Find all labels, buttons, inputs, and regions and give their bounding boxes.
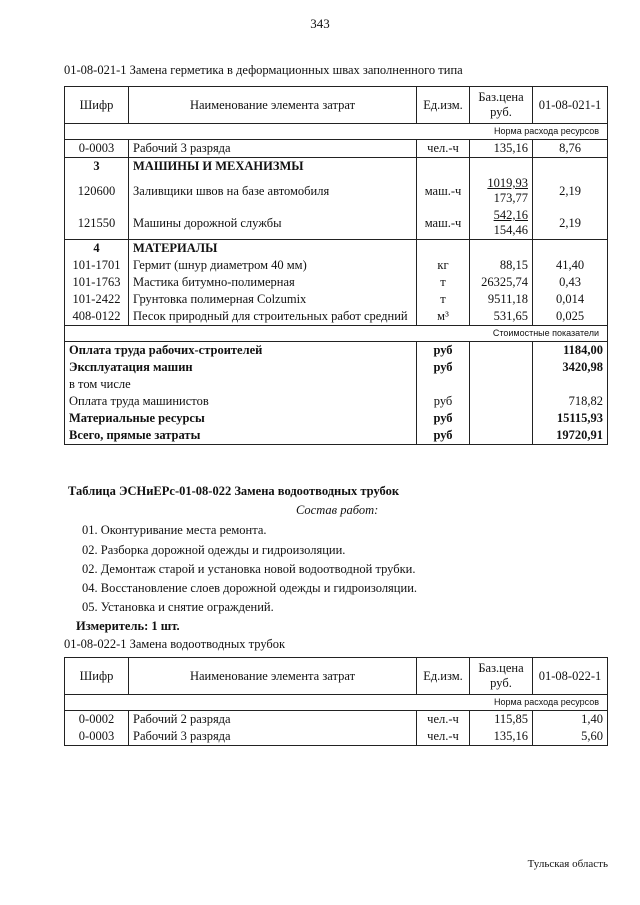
cost-value: 3420,98 (533, 359, 608, 376)
cost-value: 1184,00 (533, 342, 608, 360)
cost-row (65, 393, 608, 410)
measure-unit: Измеритель: 1 шт. (76, 619, 180, 633)
row-value: 2,19 (533, 175, 608, 207)
row-unit: кг (417, 257, 470, 274)
row-code: 0-0003 (65, 728, 129, 746)
row-value: 2,19 (533, 207, 608, 240)
cost-row (65, 376, 608, 393)
footer-region: Тульская область (527, 858, 608, 870)
resource-table-1 (64, 86, 608, 445)
table-row (65, 274, 608, 291)
table-row (65, 291, 608, 308)
header-unit: Ед.изм. (417, 87, 470, 124)
work-step: 05. Установка и снятие ограждений. (82, 600, 274, 614)
rate-code-line: 01-08-021-1 Замена герметика в деформационных швах заполненного типа (64, 63, 463, 77)
cost-label-row (65, 326, 608, 342)
table-header-row (65, 87, 608, 124)
row-price: 115,85 (470, 711, 533, 729)
header-price (470, 87, 533, 124)
cost-unit: руб (417, 359, 470, 376)
row-code: 121550 (65, 207, 129, 240)
table-row (65, 175, 608, 207)
cost-name: Материальные ресурсы (65, 410, 417, 427)
header-unit: Ед.изм. (417, 658, 470, 695)
table-row (65, 728, 608, 746)
row-value: 0,014 (533, 291, 608, 308)
table-row (65, 308, 608, 326)
row-price-sub: 173,77 (493, 191, 528, 205)
section-title: МАТЕРИАЛЫ (129, 240, 417, 258)
row-name: Гермит (шнур диаметром 40 мм) (129, 257, 417, 274)
row-unit: т (417, 291, 470, 308)
header-name: Наименование элемента затрат (129, 87, 417, 124)
section-header-row (65, 158, 608, 176)
row-code: 101-1701 (65, 257, 129, 274)
section-header-row (65, 240, 608, 258)
header-value: 01-08-022-1 (533, 658, 608, 695)
row-unit: маш.-ч (417, 175, 470, 207)
section-number: 3 (65, 158, 129, 176)
row-name: Рабочий 3 разряда (129, 140, 417, 158)
cost-name: Оплата труда машинистов (65, 393, 417, 410)
cost-row (65, 410, 608, 427)
table-row (65, 140, 608, 158)
row-code: 120600 (65, 175, 129, 207)
row-code: 101-1763 (65, 274, 129, 291)
row-value: 1,40 (533, 711, 608, 729)
row-price: 135,16 (470, 140, 533, 158)
cost-unit: руб (417, 393, 470, 410)
row-name: Грунтовка полимерная Colzumix (129, 291, 417, 308)
row-name: Машины дорожной службы (129, 207, 417, 240)
header-code: Шифр (65, 87, 129, 124)
row-price: 88,15 (470, 257, 533, 274)
row-price: 26325,74 (470, 274, 533, 291)
row-price: 9511,18 (470, 291, 533, 308)
table-row (65, 207, 608, 240)
row-code: 101-2422 (65, 291, 129, 308)
row-price: 531,65 (470, 308, 533, 326)
page-number: 343 (310, 16, 330, 31)
norm-label: Норма расхода ресурсов (65, 124, 608, 140)
row-price-main: 542,16 (493, 208, 528, 222)
header-name: Наименование элемента затрат (129, 658, 417, 695)
row-name: Песок природный для строительных работ средний (129, 308, 417, 326)
section-title: МАШИНЫ И МЕХАНИЗМЫ (129, 158, 417, 176)
table-title: Таблица ЭСНиЕРс-01-08-022 Замена водоотводных трубок (68, 484, 400, 498)
cost-unit: руб (417, 427, 470, 445)
cost-name: Всего, прямые затраты (65, 427, 417, 445)
row-price-main: 1019,93 (487, 176, 528, 190)
row-name: Мастика битумно-полимерная (129, 274, 417, 291)
cost-label: Стоимостные показатели (65, 326, 608, 342)
row-unit: маш.-ч (417, 207, 470, 240)
cost-value: 15115,93 (533, 410, 608, 427)
row-price-sub: 154,46 (493, 223, 528, 237)
row-unit: чел.-ч (417, 711, 470, 729)
cost-unit: руб (417, 410, 470, 427)
header-price (470, 658, 533, 695)
table-header-row (65, 658, 608, 695)
row-value: 41,40 (533, 257, 608, 274)
cost-name: в том числе (65, 376, 417, 393)
row-unit: м³ (417, 308, 470, 326)
cost-value: 718,82 (533, 393, 608, 410)
row-value: 5,60 (533, 728, 608, 746)
table-row (65, 257, 608, 274)
row-code: 0-0003 (65, 140, 129, 158)
row-unit: т (417, 274, 470, 291)
row-unit: чел.-ч (417, 140, 470, 158)
row-unit: чел.-ч (417, 728, 470, 746)
work-step: 02. Демонтаж старой и установка новой водоотводной трубки. (82, 562, 416, 576)
header-price-line2: руб. (490, 676, 512, 690)
cost-row (65, 427, 608, 445)
work-step: 02. Разборка дорожной одежды и гидроизоляции. (82, 543, 346, 557)
row-value: 0,43 (533, 274, 608, 291)
rate-code-line: 01-08-022-1 Замена водоотводных трубок (64, 637, 286, 651)
norm-label-row (65, 695, 608, 711)
header-price-line1: Баз.цена (478, 90, 524, 104)
row-value: 8,76 (533, 140, 608, 158)
row-price: 135,16 (470, 728, 533, 746)
cost-row (65, 359, 608, 376)
row-price (470, 207, 533, 240)
cost-value (533, 376, 608, 393)
norm-label: Норма расхода ресурсов (65, 695, 608, 711)
row-name: Рабочий 2 разряда (129, 711, 417, 729)
section-number: 4 (65, 240, 129, 258)
header-code: Шифр (65, 658, 129, 695)
cost-value: 19720,91 (533, 427, 608, 445)
row-value: 0,025 (533, 308, 608, 326)
work-step: 01. Оконтуривание места ремонта. (82, 523, 267, 537)
row-code: 408-0122 (65, 308, 129, 326)
header-value: 01-08-021-1 (533, 87, 608, 124)
cost-unit: руб (417, 342, 470, 360)
cost-name: Эксплуатация машин (65, 359, 417, 376)
row-price (470, 175, 533, 207)
row-name: Заливщики швов на базе автомобиля (129, 175, 417, 207)
norm-label-row (65, 124, 608, 140)
header-price-line1: Баз.цена (478, 661, 524, 675)
cost-unit (417, 376, 470, 393)
resource-table-2 (64, 657, 608, 746)
table-row (65, 711, 608, 729)
cost-row (65, 342, 608, 360)
header-price-line2: руб. (490, 105, 512, 119)
work-step: 04. Восстановление слоев дорожной одежды и гидроизоляции. (82, 581, 418, 595)
work-composition-title: Состав работ: (296, 503, 379, 517)
row-name: Рабочий 3 разряда (129, 728, 417, 746)
cost-name: Оплата труда рабочих-строителей (65, 342, 417, 360)
row-code: 0-0002 (65, 711, 129, 729)
